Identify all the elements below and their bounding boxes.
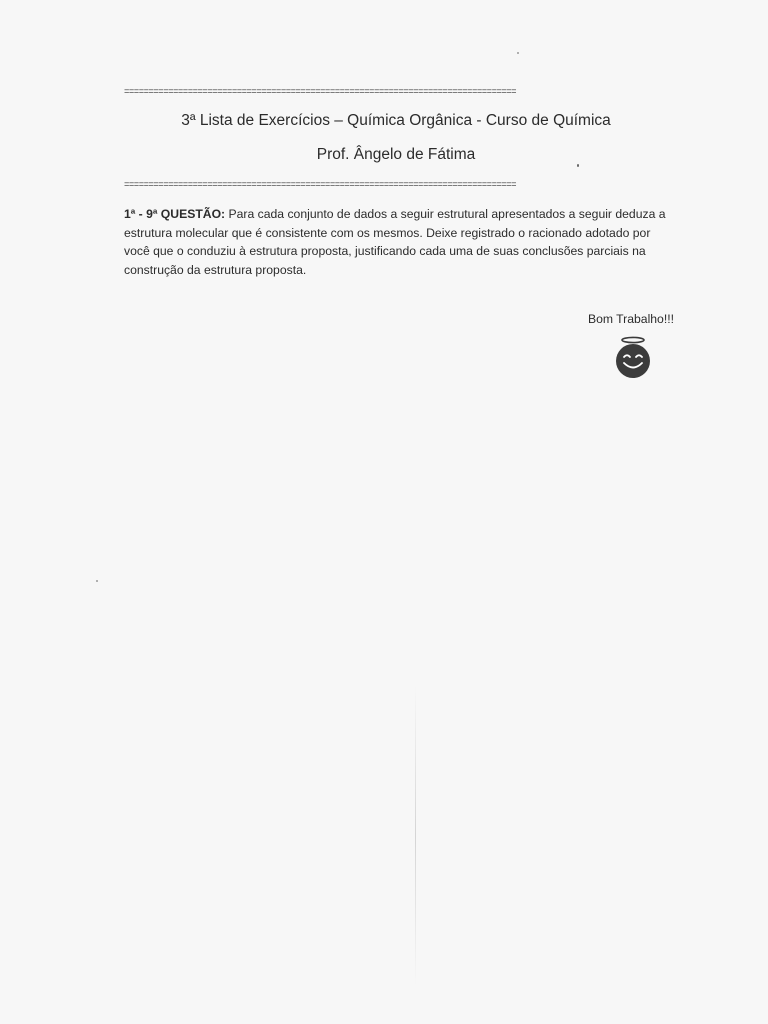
question-label: 1ª - 9ª QUESTÃO: <box>124 207 226 221</box>
professor-name: Prof. Ângelo de Fátima <box>316 146 476 163</box>
paper-fold-line <box>415 686 416 986</box>
scan-speck <box>577 164 579 167</box>
document-title: 3ª Lista de Exercícios – Química Orgânica - Curso de Química <box>181 112 611 129</box>
question-block <box>124 205 674 279</box>
top-separator: ================================================================================ <box>124 87 517 97</box>
bottom-separator: ================================================================================ <box>124 180 517 190</box>
angel-smiley-icon <box>613 335 653 379</box>
question-text: Para cada conjunto de dados a seguir estrutural apresentados a seguir deduza a estrutura molecular que é consistente com os mesmos. Deixe registrado o racionado adotado por você que o conduziu à estrutura proposta, justificando cada uma de suas conclusões parciais na construção da estrutura proposta. <box>124 207 666 277</box>
closing-text: Bom Trabalho!!! <box>587 312 674 326</box>
scan-speck <box>96 580 98 582</box>
scan-speck <box>517 52 519 54</box>
